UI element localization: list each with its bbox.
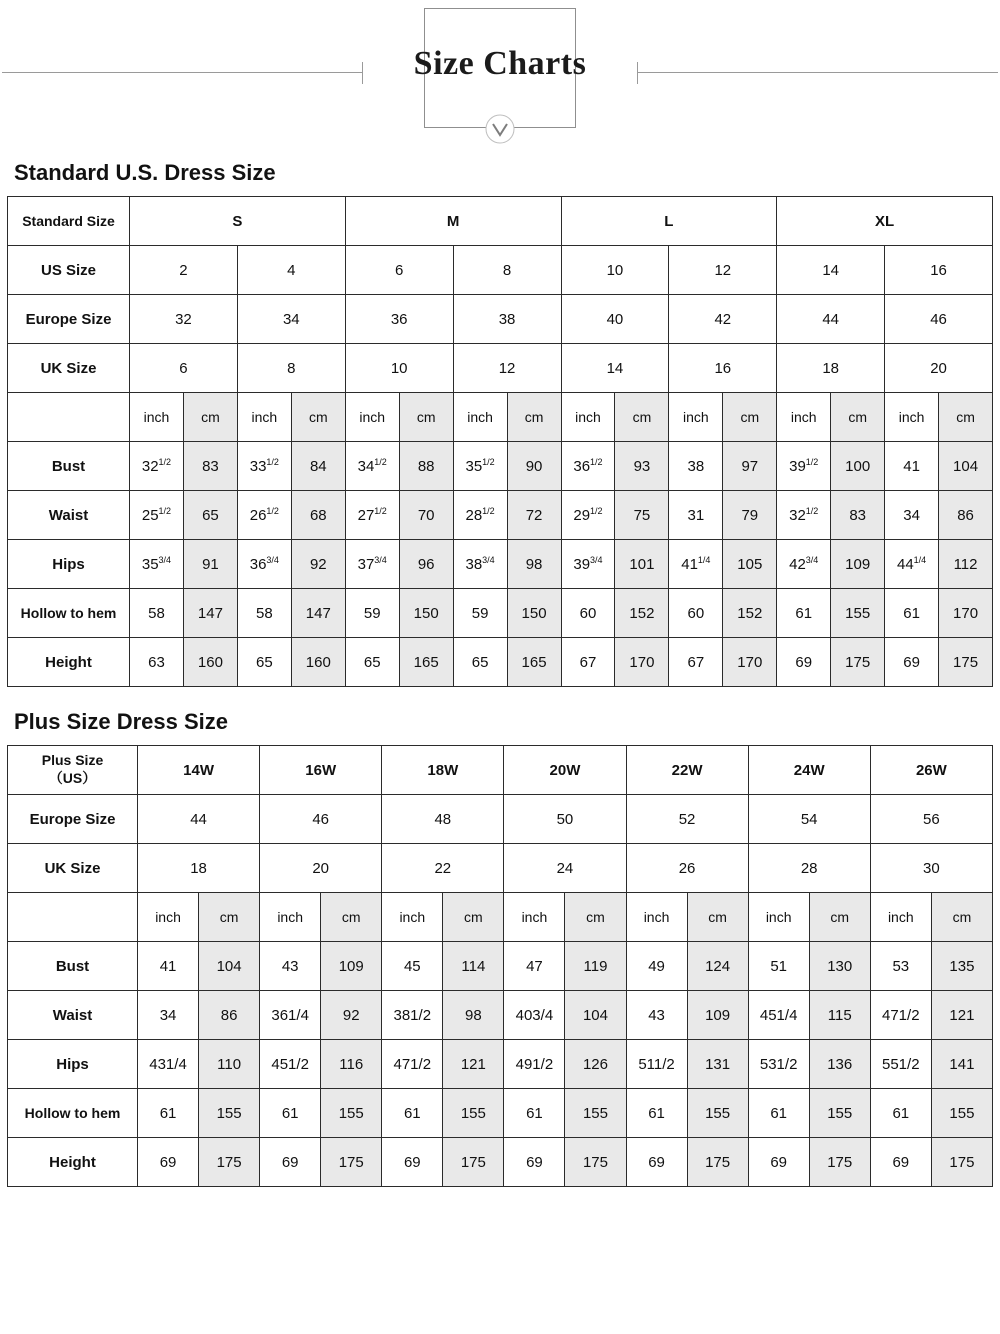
cell-hips-value: 116: [321, 1040, 382, 1089]
cell-waist-value: 361/4: [260, 991, 321, 1040]
cell-waist-value: $26^{1/2}$: [237, 491, 291, 540]
cell-height-value: 175: [687, 1138, 748, 1187]
cell-hollow-to-hem-value: 155: [831, 589, 885, 638]
cell-hips-value: $35^{3/4}$: [130, 540, 184, 589]
cell-bust-value: 109: [321, 942, 382, 991]
cell-europe-size: 36: [345, 295, 453, 344]
table-row-uk-size: [8, 844, 993, 893]
cell-hollow-to-hem-value: 155: [565, 1089, 626, 1138]
cell-bust-value: 114: [443, 942, 504, 991]
cell-height-value: 175: [565, 1138, 626, 1187]
table-row-europe-size: [8, 295, 993, 344]
cell-hips-value: 109: [831, 540, 885, 589]
standard-size-table: [7, 196, 993, 687]
cell-hips-value: 431/4: [138, 1040, 199, 1089]
cell-unit-header: cm: [507, 393, 561, 442]
cell-hollow-to-hem-value: 61: [748, 1089, 809, 1138]
cell-waist-value: 34: [885, 491, 939, 540]
cell-hollow-to-hem-value: 170: [939, 589, 993, 638]
table-row-waist: [8, 491, 993, 540]
cell-hips-value: 531/2: [748, 1040, 809, 1089]
cell-height-value: 69: [260, 1138, 321, 1187]
cell-unit-header: cm: [199, 893, 260, 942]
cell-hollow-to-hem-value: 61: [626, 1089, 687, 1138]
cell-hips-value: 551/2: [870, 1040, 931, 1089]
table-row-uk-size: [8, 344, 993, 393]
cell-hollow-to-hem-value: 61: [504, 1089, 565, 1138]
cell-unit-header: inch: [237, 393, 291, 442]
row-label-hollow-to-hem: Hollow to hem: [8, 589, 130, 638]
table-row-europe-size: [8, 795, 993, 844]
cell-hollow-to-hem-value: 150: [507, 589, 561, 638]
cell-waist-value: 121: [931, 991, 992, 1040]
table-row-hollow-to-hem: [8, 1089, 993, 1138]
cell-bust-value: 124: [687, 942, 748, 991]
table-row-bust: [8, 942, 993, 991]
table-row-units: [8, 893, 993, 942]
cell-waist-value: 86: [199, 991, 260, 1040]
cell-letter-size-l: L: [561, 197, 777, 246]
cell-bust-value: 41: [885, 442, 939, 491]
cell-hollow-to-hem-value: 152: [615, 589, 669, 638]
cell-unit-header: inch: [453, 393, 507, 442]
cell-height-value: 170: [723, 638, 777, 687]
cell-hips-value: 110: [199, 1040, 260, 1089]
cell-waist-value: $29^{1/2}$: [561, 491, 615, 540]
cell-bust-value: 135: [931, 942, 992, 991]
cell-waist-value: 104: [565, 991, 626, 1040]
cell-plus-size: 18W: [382, 746, 504, 795]
cell-height-value: 69: [504, 1138, 565, 1187]
cell-bust-value: 90: [507, 442, 561, 491]
cell-unit-header: cm: [931, 893, 992, 942]
row-label-bust: Bust: [8, 442, 130, 491]
cell-waist-value: 98: [443, 991, 504, 1040]
cell-hips-value: 121: [443, 1040, 504, 1089]
cell-hollow-to-hem-value: 155: [199, 1089, 260, 1138]
row-label-plus-size-line2: （US）: [48, 770, 97, 786]
cell-height-value: 175: [831, 638, 885, 687]
cell-bust-value: $36^{1/2}$: [561, 442, 615, 491]
cell-hollow-to-hem-value: 61: [138, 1089, 199, 1138]
cell-unit-header: inch: [777, 393, 831, 442]
row-label-height: Height: [8, 1138, 138, 1187]
cell-height-value: 69: [626, 1138, 687, 1187]
cell-europe-size: 40: [561, 295, 669, 344]
cell-unit-header: cm: [615, 393, 669, 442]
row-label-europe-size: Europe Size: [8, 295, 130, 344]
cell-hips-value: 112: [939, 540, 993, 589]
row-label-plus-size-line1: Plus Size: [41, 752, 104, 768]
cell-waist-value: 115: [809, 991, 870, 1040]
table-row-waist: [8, 991, 993, 1040]
cell-bust-value: 130: [809, 942, 870, 991]
cell-us-size: 12: [669, 246, 777, 295]
cell-height-value: 160: [291, 638, 345, 687]
row-label-bust: Bust: [8, 942, 138, 991]
cell-plus-size: 24W: [748, 746, 870, 795]
cell-hollow-to-hem-value: 58: [237, 589, 291, 638]
cell-bust-value: 38: [669, 442, 723, 491]
cell-hips-value: 131: [687, 1040, 748, 1089]
cell-waist-value: $25^{1/2}$: [130, 491, 184, 540]
plus-size-table: [7, 745, 993, 1187]
cell-letter-size-m: M: [345, 197, 561, 246]
row-label-plus-size: [8, 746, 138, 795]
cell-waist-value: 403/4: [504, 991, 565, 1040]
cell-waist-value: 68: [291, 491, 345, 540]
cell-bust-value: 104: [939, 442, 993, 491]
table-row-standard-size: [8, 197, 993, 246]
cell-waist-value: 92: [321, 991, 382, 1040]
cell-bust-value: 43: [260, 942, 321, 991]
cell-unit-header: inch: [669, 393, 723, 442]
cell-bust-value: $34^{1/2}$: [345, 442, 399, 491]
cell-unit-header: inch: [748, 893, 809, 942]
table-row-height: [8, 1138, 993, 1187]
cell-europe-size: 46: [885, 295, 993, 344]
row-label-uk-size: UK Size: [8, 844, 138, 893]
cell-europe-size: 44: [777, 295, 885, 344]
cell-us-size: 4: [237, 246, 345, 295]
cell-waist-value: 75: [615, 491, 669, 540]
cell-bust-value: 88: [399, 442, 453, 491]
cell-plus-size: 22W: [626, 746, 748, 795]
cell-hollow-to-hem-value: 155: [443, 1089, 504, 1138]
cell-hips-value: $44^{1/4}$: [885, 540, 939, 589]
cell-height-value: 65: [237, 638, 291, 687]
cell-height-value: 175: [443, 1138, 504, 1187]
cell-waist-value: 109: [687, 991, 748, 1040]
cell-bust-value: $39^{1/2}$: [777, 442, 831, 491]
cell-uk-size: 12: [453, 344, 561, 393]
cell-bust-value: 93: [615, 442, 669, 491]
cell-height-value: 69: [777, 638, 831, 687]
cell-bust-value: $35^{1/2}$: [453, 442, 507, 491]
cell-height-value: 67: [669, 638, 723, 687]
cell-unit-header: cm: [831, 393, 885, 442]
cell-height-value: 63: [130, 638, 184, 687]
cell-hollow-to-hem-value: 59: [345, 589, 399, 638]
cell-europe-size: 54: [748, 795, 870, 844]
row-label-us-size: US Size: [8, 246, 130, 295]
cell-hips-value: 91: [183, 540, 237, 589]
cell-uk-size: 22: [382, 844, 504, 893]
cell-hips-value: $38^{3/4}$: [453, 540, 507, 589]
cell-hollow-to-hem-value: 59: [453, 589, 507, 638]
row-label-hips: Hips: [8, 1040, 138, 1089]
cell-bust-value: 104: [199, 942, 260, 991]
cell-hips-value: 105: [723, 540, 777, 589]
cell-hollow-to-hem-value: 61: [777, 589, 831, 638]
cell-hollow-to-hem-value: 60: [561, 589, 615, 638]
cell-hollow-to-hem-value: 147: [291, 589, 345, 638]
cell-hips-value: 101: [615, 540, 669, 589]
cell-uk-size: 8: [237, 344, 345, 393]
cell-plus-size: 20W: [504, 746, 626, 795]
cell-bust-value: 51: [748, 942, 809, 991]
cell-uk-size: 14: [561, 344, 669, 393]
cell-hollow-to-hem-value: 61: [870, 1089, 931, 1138]
cell-hips-value: $41^{1/4}$: [669, 540, 723, 589]
cell-us-size: 8: [453, 246, 561, 295]
cell-hips-value: 141: [931, 1040, 992, 1089]
row-label-waist: Waist: [8, 491, 130, 540]
cell-unit-header: inch: [130, 393, 184, 442]
cell-europe-size: 44: [138, 795, 260, 844]
cell-letter-size-s: S: [130, 197, 346, 246]
cell-bust-value: 100: [831, 442, 885, 491]
cell-hips-value: 98: [507, 540, 561, 589]
cell-unit-header: inch: [382, 893, 443, 942]
cell-height-value: 69: [748, 1138, 809, 1187]
cell-hollow-to-hem-value: 150: [399, 589, 453, 638]
cell-bust-value: 41: [138, 942, 199, 991]
cell-hips-value: 471/2: [382, 1040, 443, 1089]
cell-unit-header: inch: [885, 393, 939, 442]
cell-uk-size: 26: [626, 844, 748, 893]
cell-height-value: 170: [615, 638, 669, 687]
cell-letter-size-xl: XL: [777, 197, 993, 246]
cell-europe-size: 48: [382, 795, 504, 844]
cell-hips-value: $39^{3/4}$: [561, 540, 615, 589]
table-row-us-size: [8, 246, 993, 295]
cell-waist-value: $32^{1/2}$: [777, 491, 831, 540]
cell-hips-value: $42^{3/4}$: [777, 540, 831, 589]
cell-plus-size: 26W: [870, 746, 992, 795]
cell-hollow-to-hem-value: 58: [130, 589, 184, 638]
cell-height-value: 175: [321, 1138, 382, 1187]
cell-bust-value: $32^{1/2}$: [130, 442, 184, 491]
cell-waist-value: 70: [399, 491, 453, 540]
cell-height-value: 175: [199, 1138, 260, 1187]
row-label-europe-size: Europe Size: [8, 795, 138, 844]
row-label-units-empty: [8, 393, 130, 442]
cell-waist-value: 79: [723, 491, 777, 540]
chevron-down-icon: [485, 114, 515, 144]
cell-bust-value: 83: [183, 442, 237, 491]
cell-unit-header: cm: [443, 893, 504, 942]
cell-waist-value: 86: [939, 491, 993, 540]
plus-section-title: Plus Size Dress Size: [14, 709, 228, 734]
cell-europe-size: 34: [237, 295, 345, 344]
row-label-height: Height: [8, 638, 130, 687]
standard-section-title: Standard U.S. Dress Size: [14, 160, 276, 185]
cell-unit-header: inch: [138, 893, 199, 942]
cell-hollow-to-hem-value: 155: [809, 1089, 870, 1138]
cell-unit-header: cm: [291, 393, 345, 442]
cell-unit-header: cm: [183, 393, 237, 442]
cell-unit-header: cm: [723, 393, 777, 442]
cell-plus-size: 16W: [260, 746, 382, 795]
cell-bust-value: 49: [626, 942, 687, 991]
cell-hips-value: 126: [565, 1040, 626, 1089]
cell-us-size: 6: [345, 246, 453, 295]
cell-hips-value: 92: [291, 540, 345, 589]
cell-hollow-to-hem-value: 61: [885, 589, 939, 638]
cell-hips-value: $36^{3/4}$: [237, 540, 291, 589]
cell-hips-value: 511/2: [626, 1040, 687, 1089]
row-label-waist: Waist: [8, 991, 138, 1040]
row-label-hollow-to-hem: Hollow to hem: [8, 1089, 138, 1138]
standard-table-body: [8, 197, 993, 687]
cell-waist-value: 43: [626, 991, 687, 1040]
cell-unit-header: cm: [399, 393, 453, 442]
cell-unit-header: inch: [504, 893, 565, 942]
cell-waist-value: 471/2: [870, 991, 931, 1040]
cell-hollow-to-hem-value: 61: [260, 1089, 321, 1138]
cell-hollow-to-hem-value: 60: [669, 589, 723, 638]
cell-waist-value: 83: [831, 491, 885, 540]
table-row-units: [8, 393, 993, 442]
cell-height-value: 165: [507, 638, 561, 687]
cell-europe-size: 46: [260, 795, 382, 844]
cell-unit-header: cm: [809, 893, 870, 942]
cell-unit-header: inch: [345, 393, 399, 442]
table-row-height: [8, 638, 993, 687]
cell-waist-value: 31: [669, 491, 723, 540]
cell-bust-value: 45: [382, 942, 443, 991]
cell-bust-value: 97: [723, 442, 777, 491]
cell-hips-value: 96: [399, 540, 453, 589]
cell-height-value: 175: [931, 1138, 992, 1187]
cell-uk-size: 18: [777, 344, 885, 393]
cell-europe-size: 56: [870, 795, 992, 844]
cell-uk-size: 20: [260, 844, 382, 893]
cell-height-value: 65: [345, 638, 399, 687]
cell-waist-value: $27^{1/2}$: [345, 491, 399, 540]
cell-unit-header: inch: [626, 893, 687, 942]
cell-unit-header: inch: [561, 393, 615, 442]
cell-europe-size: 42: [669, 295, 777, 344]
cell-waist-value: 381/2: [382, 991, 443, 1040]
cell-uk-size: 18: [138, 844, 260, 893]
row-label-uk-size: UK Size: [8, 344, 130, 393]
cell-waist-value: 72: [507, 491, 561, 540]
cell-waist-value: 451/4: [748, 991, 809, 1040]
cell-unit-header: inch: [870, 893, 931, 942]
cell-height-value: 67: [561, 638, 615, 687]
cell-uk-size: 28: [748, 844, 870, 893]
cell-uk-size: 30: [870, 844, 992, 893]
cell-bust-value: 84: [291, 442, 345, 491]
cell-height-value: 165: [399, 638, 453, 687]
cell-hollow-to-hem-value: 61: [382, 1089, 443, 1138]
cell-uk-size: 20: [885, 344, 993, 393]
cell-europe-size: 32: [130, 295, 238, 344]
cell-hollow-to-hem-value: 147: [183, 589, 237, 638]
cell-hips-value: 136: [809, 1040, 870, 1089]
table-row-hips: [8, 540, 993, 589]
cell-unit-header: cm: [687, 893, 748, 942]
cell-hollow-to-hem-value: 155: [931, 1089, 992, 1138]
cell-bust-value: 119: [565, 942, 626, 991]
cell-hips-value: $37^{3/4}$: [345, 540, 399, 589]
table-row-bust: [8, 442, 993, 491]
table-row-plus-size: [8, 746, 993, 795]
cell-europe-size: 52: [626, 795, 748, 844]
cell-europe-size: 38: [453, 295, 561, 344]
table-row-hips: [8, 1040, 993, 1089]
table-row-hollow-to-hem: [8, 589, 993, 638]
cell-unit-header: cm: [565, 893, 626, 942]
cell-height-value: 175: [809, 1138, 870, 1187]
cell-bust-value: 53: [870, 942, 931, 991]
cell-unit-header: inch: [260, 893, 321, 942]
cell-height-value: 69: [138, 1138, 199, 1187]
cell-height-value: 69: [870, 1138, 931, 1187]
cell-europe-size: 50: [504, 795, 626, 844]
cell-waist-value: 34: [138, 991, 199, 1040]
row-label-hips: Hips: [8, 540, 130, 589]
cell-waist-value: 65: [183, 491, 237, 540]
cell-hollow-to-hem-value: 155: [687, 1089, 748, 1138]
cell-us-size: 16: [885, 246, 993, 295]
page-title: Size Charts: [413, 45, 587, 82]
row-label-units-empty: [8, 893, 138, 942]
cell-unit-header: cm: [321, 893, 382, 942]
row-label-standard-size: Standard Size: [8, 197, 130, 246]
cell-uk-size: 16: [669, 344, 777, 393]
cell-hips-value: 451/2: [260, 1040, 321, 1089]
cell-hollow-to-hem-value: 152: [723, 589, 777, 638]
page-header: [0, 0, 1000, 150]
cell-waist-value: $28^{1/2}$: [453, 491, 507, 540]
cell-plus-size: 14W: [138, 746, 260, 795]
cell-bust-value: $33^{1/2}$: [237, 442, 291, 491]
cell-us-size: 2: [130, 246, 238, 295]
cell-height-value: 175: [939, 638, 993, 687]
cell-us-size: 14: [777, 246, 885, 295]
cell-height-value: 69: [382, 1138, 443, 1187]
cell-uk-size: 10: [345, 344, 453, 393]
cell-hips-value: 491/2: [504, 1040, 565, 1089]
cell-bust-value: 47: [504, 942, 565, 991]
cell-height-value: 65: [453, 638, 507, 687]
cell-us-size: 10: [561, 246, 669, 295]
cell-height-value: 69: [885, 638, 939, 687]
cell-uk-size: 24: [504, 844, 626, 893]
cell-unit-header: cm: [939, 393, 993, 442]
plus-table-body: [8, 746, 993, 1187]
cell-height-value: 160: [183, 638, 237, 687]
cell-hollow-to-hem-value: 155: [321, 1089, 382, 1138]
cell-uk-size: 6: [130, 344, 238, 393]
